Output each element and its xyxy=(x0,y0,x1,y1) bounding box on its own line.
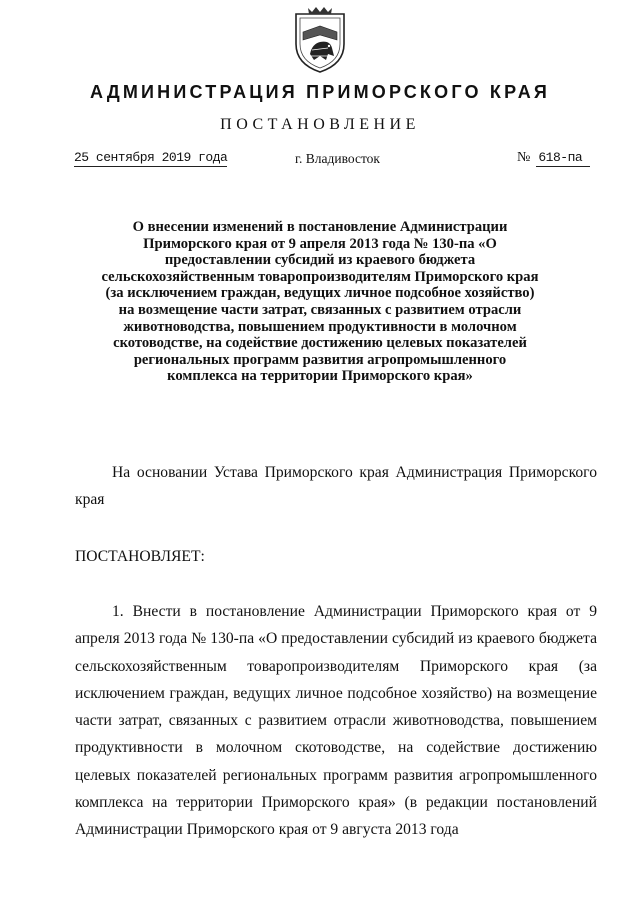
document-subject: О внесении изменений в постановление Администрации Приморского края от 9 апреля 2013 года № 130-па «О предоставлении субсидий из краевого бюджета сельскохозяйственным товаропроизводителям Приморского края (за исключением граждан, ведущих личное подсобное хозяйство) на возмещение части затрат, связанных с развитием отрасли животноводства, повышением продуктивности в молочном скотоводстве, на содействие достижению целевых показателей региональных программ развития агропромышленного комплекса на территории Приморского края» xyxy=(101,219,539,385)
item-1-paragraph: 1. Внести в постановление Администрации Приморского края от 9 апреля 2013 года № 130-па «О предоставлении субсидий из краевого бюджета сельскохозяйственным товаропроизводителям Приморского края (за исключением граждан, ведущих личное подсобное хозяйство) на возмещение части затрат, связанных с развитием отрасли животноводства, повышением продуктивности в молочном скотоводстве, на содействие достижению целевых показателей региональных программ развития агропромышленного комплекса на территории Приморского края» (в редакции постановлений Администрации Приморского края от 9 августа 2013 года xyxy=(75,603,597,839)
document-city: г. Владивосток xyxy=(295,151,380,166)
document-number: 618-па xyxy=(536,150,590,167)
resolves-heading: ПОСТАНОВЛЯЕТ: xyxy=(75,548,205,565)
document-type: ПОСТАНОВЛЕНИЕ xyxy=(220,116,420,133)
coat-of-arms-icon xyxy=(290,6,350,76)
document-number-block xyxy=(517,150,590,167)
number-sign: № xyxy=(517,150,531,165)
organization-title: АДМИНИСТРАЦИЯ ПРИМОРСКОГО КРАЯ xyxy=(89,82,551,102)
document-date: 25 сентября 2019 года xyxy=(74,150,228,165)
basis-paragraph: На основании Устава Приморского края Администрация Приморского края xyxy=(75,464,597,508)
